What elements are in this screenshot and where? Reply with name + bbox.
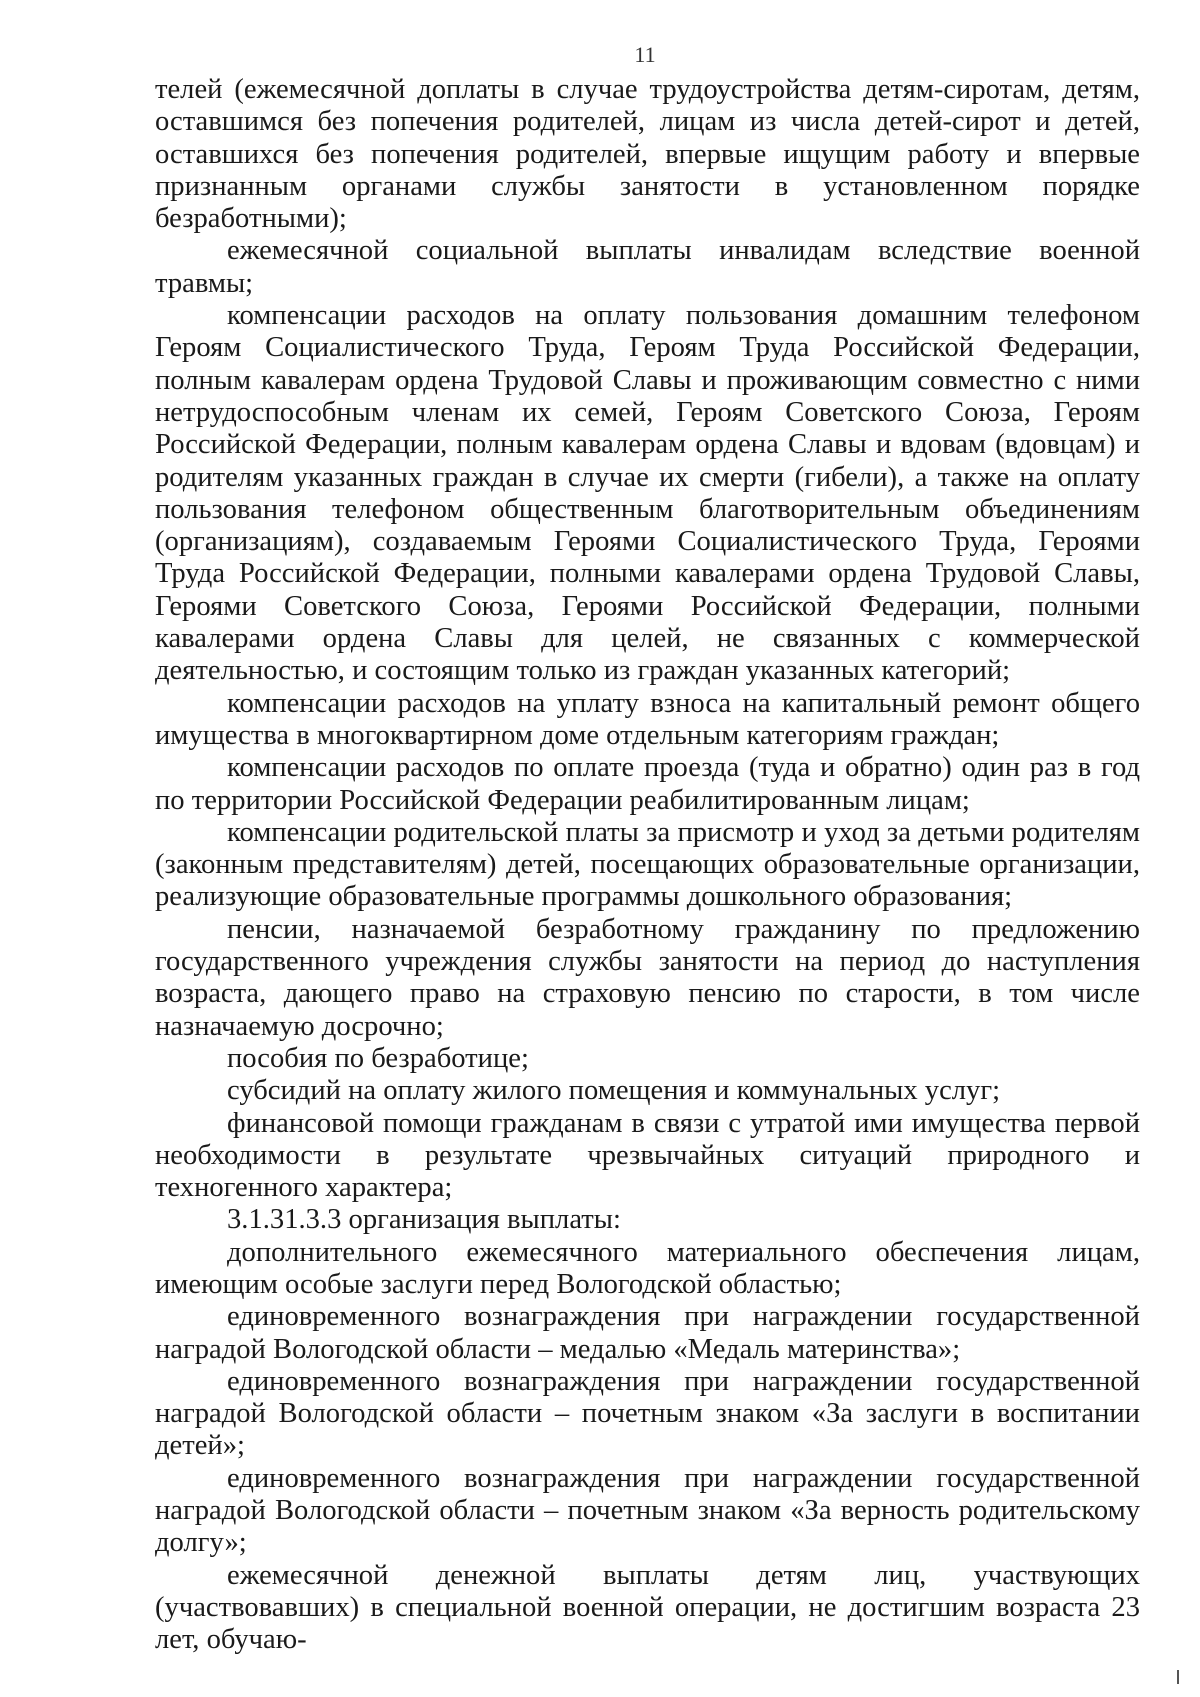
paragraph-unemployment-benefit: пособия по безработице;: [227, 1042, 529, 1074]
paragraph-travel-compensation: компенсации расходов по оплате проезда (туда и обратно) один раз в год по территории Российской Федерации реабилитированным лицам;: [155, 752, 1140, 816]
paragraph-capital-repair-compensation: компенсации расходов на уплату взноса на капитальный ремонт общего имущества в многоквартирном доме отдельным категориям граждан;: [155, 687, 1140, 751]
paragraph-additional-material-support: дополнительного ежемесячного материального обеспечения лицам, имеющим особые заслуги перед Вологодской областью;: [155, 1236, 1140, 1300]
paragraph-parental-fee-compensation: компенсации родительской платы за присмотр и уход за детьми родителям (законным представителям) детей, посещающих образовательные организации, реализующие образовательные программы дошкольного образования;: [155, 816, 1140, 913]
paragraph-early-pension: пенсии, назначаемой безработному гражданину по предложению государственного учреждения службы занятости на период до наступления возраста, дающего право на страховую пенсию по старости, в том числе назначаемую досрочно;: [155, 913, 1140, 1042]
document-body: [155, 74, 1140, 1657]
paragraph-upbringing-merit-reward: единовременного вознаграждения при награждении государственной наградой Вологодской области – почетным знаком «За заслуги в воспитании детей»;: [155, 1365, 1140, 1462]
paragraph-military-trauma-payment: ежемесячной социальной выплаты инвалидам вследствие военной травмы;: [155, 235, 1140, 299]
paragraph-emergency-financial-aid: финансовой помощи гражданам в связи с утратой ими имущества первой необходимости в результате чрезвычайных ситуаций природного и техногенного характера;: [155, 1107, 1140, 1204]
paragraph-continuation: телей (ежемесячной доплаты в случае трудоустройства детям-сиротам, детям, оставшимся без попечения родителей, лицам из числа детей-сирот и детей, оставшихся без попечения родителей, впервые ищущим работу и впервые признанным органами службы занятости в установленном порядке безработными);: [155, 74, 1140, 235]
paragraph-svo-children-payment: ежемесячной денежной выплаты детям лиц, участвующих (участвовавших) в специальной военной операции, не достигшим возраста 23 лет, обучаю-: [155, 1559, 1140, 1656]
paragraph-housing-subsidy: субсидий на оплату жилого помещения и коммунальных услуг;: [227, 1075, 1001, 1107]
paragraph-parental-duty-reward: единовременного вознаграждения при награждении государственной наградой Вологодской области – почетным знаком «За верность родительскому долгу»;: [155, 1462, 1140, 1559]
paragraph-telephone-compensation: компенсации расходов на оплату пользования домашним телефоном Героям Социалистического Труда, Героям Труда Российской Федерации, полным кавалерам ордена Трудовой Славы и проживающим совместно с ними нетрудоспособным членам их семей, Героям Советского Союза, Героям Российской Федерации, полным кавалерам ордена Славы и вдовам (вдовцам) и родителям указанных граждан в случае их смерти (гибели), а также на оплату пользования телефоном общественным благотворительным объединениям (организациям), создаваемым Героями Социалистического Труда, Героями Труда Российской Федерации, полными кавалерами ордена Трудовой Славы, Героями Советского Союза, Героями Российской Федерации, полными кавалерами ордена Славы для целей, не связанных с коммерческой деятельностью, и состоящим только из граждан указанных категорий;: [155, 300, 1140, 687]
page-number: 11: [634, 42, 656, 67]
paragraph-motherhood-medal-reward: единовременного вознаграждения при награждении государственной наградой Вологодской области – медалью «Медаль материнства»;: [155, 1301, 1140, 1365]
section-heading-3-1-31-3-3: 3.1.31.3.3 организация выплаты:: [227, 1204, 621, 1236]
scan-mark: [1177, 1670, 1179, 1684]
